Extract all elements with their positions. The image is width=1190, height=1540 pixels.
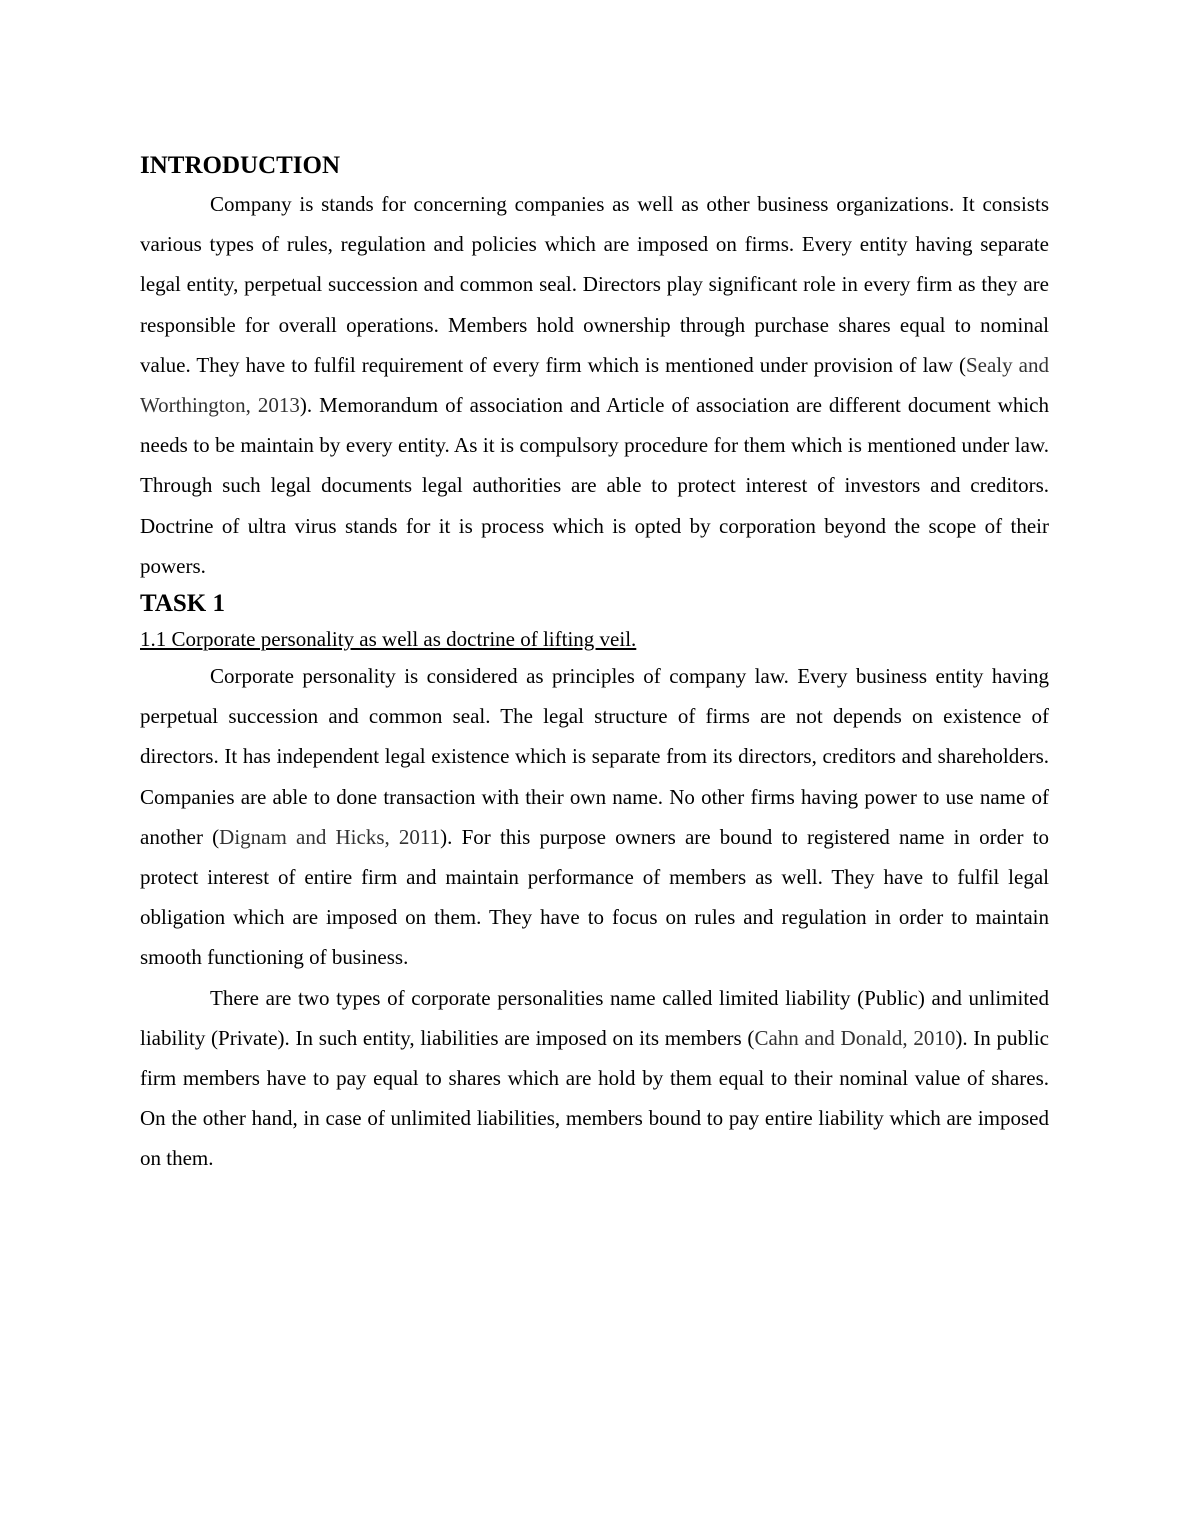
introduction-text-part-1: Company is stands for concerning companies as well as other business organizations. It consists various types of rules, regulation and policies which are imposed on firms. Every entity having separate legal entity, perpetual succession and common seal. Directors play significant role in every firm as they are responsible for overall operations. Members hold ownership through purchase shares equal to nominal value. They have to fulfil requirement of every firm which is mentioned under provision of law ( bbox=[140, 192, 1049, 377]
citation-dignam-hicks: Dignam and Hicks, 2011 bbox=[219, 824, 441, 849]
document-page bbox=[140, 148, 1049, 1179]
introduction-paragraph bbox=[140, 184, 1049, 586]
liability-types-text-part-1: There are two types of corporate personalities name called limited liability (Public) and unlimited liability (Private). In such entity, liabilities are imposed on its members ( bbox=[140, 985, 1049, 1050]
corporate-personality-text-part-1: Corporate personality is considered as principles of company law. Every business entity having perpetual succession and common seal. The legal structure of firms are not depends on existence of directors. It has independent legal existence which is separate from its directors, creditors and shareholders. Companies are able to done transaction with their own name. No other firms having power to use name of another ( bbox=[140, 664, 1049, 849]
introduction-heading: INTRODUCTION bbox=[140, 152, 341, 179]
liability-types-paragraph bbox=[140, 978, 1049, 1179]
corporate-personality-paragraph bbox=[140, 656, 1049, 978]
citation-cahn-donald: Cahn and Donald, 2010 bbox=[754, 1025, 956, 1050]
task-1-heading: TASK 1 bbox=[140, 590, 225, 618]
introduction-text-part-2: ). Memorandum of association and Article of association are different document which needs to be maintain by every entity. As it is compulsory procedure for them which is mentioned under law. Through such legal documents legal authorities are able to protect interest of investors and creditors. Doctrine of ultra virus stands for it is process which is opted by corporation beyond the scope of their powers. bbox=[140, 393, 1049, 578]
liability-types-text-part-2: ). In public firm members have to pay equal to shares which are hold by them equal to their nominal value of shares. On the other hand, in case of unlimited liabilities, members bound to pay entire liability which are imposed on them. bbox=[140, 1025, 1049, 1171]
citation-sealy-worthington: Sealy and Worthington, 2013 bbox=[140, 352, 1049, 418]
corporate-personality-text-part-2: ). For this purpose owners are bound to registered name in order to protect interest of entire firm and maintain performance of members as well. They have to fulfil legal obligation which are imposed on them. They have to focus on rules and regulation in order to maintain smooth functioning of business. bbox=[140, 824, 1049, 970]
section-1-1-subheading: 1.1 Corporate personality as well as doctrine of lifting veil. bbox=[140, 627, 637, 652]
